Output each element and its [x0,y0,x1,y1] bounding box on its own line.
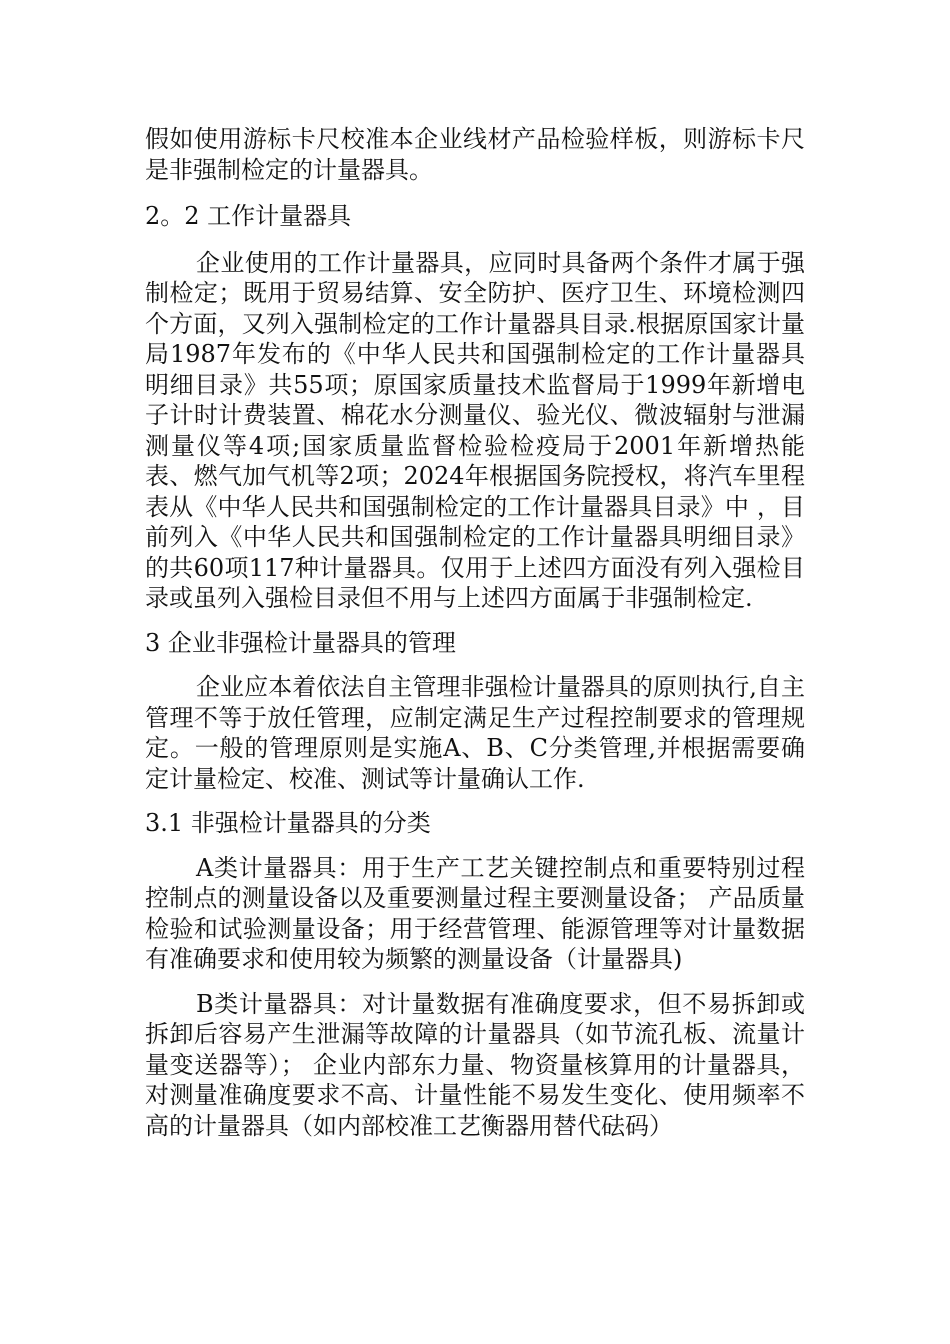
paragraph-class-a: A类计量器具：用于生产工艺关键控制点和重要特别过程控制点的测量设备以及重要测量过程主要测量设备； 产品质量检验和试验测量设备；用于经营管理、能源管理等对计量数据有准确要求和使用较为频繁的测量设备（计量器具) [145,853,805,973]
section-heading-2-2: 2。2 工作计量器具 [145,202,352,230]
document-page [145,124,805,1141]
paragraph-class-b: B类计量器具：对计量数据有准确度要求，但不易拆卸或拆卸后容易产生泄漏等故障的计量器具（如节流孔板、流量计量变送器等）； 企业内部东力量、物资量核算用的计量器具，对测量准确度要求不高、计量性能不易发生变化、使用频率不高的计量器具（如内部校准工艺衡器用替代砝码） [145,989,805,1140]
paragraph-management: 企业应本着依法自主管理非强检计量器具的原则执行,自主管理不等于放任管理，应制定满足生产过程控制要求的管理规定。一般的管理原则是实施A、B、C分类管理,并根据需要确定计量检定、校准、测试等计量确认工作. [145,673,805,793]
paragraph-working-instruments: 企业使用的工作计量器具，应同时具备两个条件才属于强制检定；既用于贸易结算、安全防护、医疗卫生、环境检测四个方面，又列入强制检定的工作计量器具目录.根据原国家计量局1987年发布的《中华人民共和国强制检定的工作计量器具明细目录》共55项；原国家质量技术监督局于1999年新增电子计时计费装置、棉花水分测量仪、验光仪、微波辐射与泄漏测量仪等4项;国家质量监督检验检疫局于2001年新增热能表、燃气加气机等2项；2024年根据国务院授权，将汽车里程表从《中华人民共和国强制检定的工作计量器具目录》中 ，目前列入《中华人民共和国强制检定的工作计量器具明细目录》的共60项117种计量器具。仅用于上述四方面没有列入强检目录或虽列入强检目录但不用与上述四方面属于非强制检定. [145,248,805,612]
section-heading-3-1: 3.1 非强检计量器具的分类 [145,809,431,837]
intro-paragraph: 假如使用游标卡尺校准本企业线材产品检验样板，则游标卡尺是非强制检定的计量器具。 [145,125,805,184]
section-heading-3: 3 企业非强检计量器具的管理 [145,628,456,657]
